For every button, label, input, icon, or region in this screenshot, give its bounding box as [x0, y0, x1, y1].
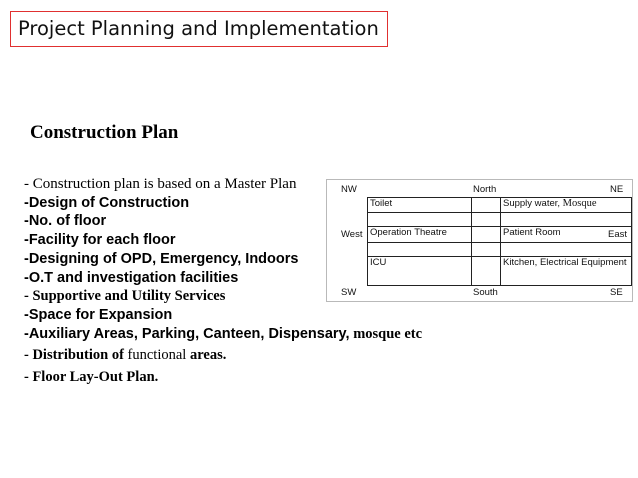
bullet-facility: -Facility for each floor: [24, 232, 176, 248]
compass-south: South: [473, 287, 498, 298]
bullet-layout: - Floor Lay-Out Plan.: [24, 369, 159, 385]
floor-layout-plan: [326, 179, 633, 302]
room-empty-2: [501, 213, 632, 227]
bullet-distribution-functional: functional: [127, 347, 187, 363]
room-empty-4: [501, 243, 632, 257]
bullet-distribution-pre: - Distribution of: [24, 347, 128, 363]
bullet-floors: -No. of floor: [24, 213, 107, 229]
bullet-distribution: [24, 347, 226, 364]
bullet-ot: -O.T and investigation facilities: [24, 270, 239, 286]
bullet-expansion: -Space for Expansion: [24, 307, 173, 323]
compass-north: North: [473, 184, 497, 195]
room-corridor-2: [472, 213, 501, 227]
compass-sw: SW: [341, 287, 357, 298]
room-kitchen-electrical: Kitchen, Electrical Equipment: [501, 257, 632, 286]
room-icu: ICU: [368, 257, 472, 286]
bullet-distribution-post: areas.: [186, 347, 227, 363]
room-corridor-5: [472, 257, 501, 286]
bullet-auxiliary-mosque: mosque etc: [349, 326, 423, 342]
room-supply-water: [501, 198, 632, 213]
bullet-opd: -Designing of OPD, Emergency, Indoors: [24, 251, 299, 267]
compass-west: West: [341, 229, 363, 240]
room-toilet: Toilet: [368, 198, 472, 213]
room-operation-theatre: Operation Theatre: [368, 227, 472, 243]
bullet-auxiliary-main: -Auxiliary Areas, Parking, Canteen, Dispensary,: [24, 326, 350, 342]
room-corridor-3: [472, 227, 501, 243]
slide-title: Project Planning and Implementation: [10, 11, 388, 47]
mosque-label: Mosque: [560, 198, 597, 209]
bullet-design: -Design of Construction: [24, 195, 190, 211]
compass-nw: NW: [341, 184, 357, 195]
room-grid: [367, 197, 632, 286]
room-empty-3: [368, 243, 472, 257]
compass-east: East: [608, 229, 628, 240]
section-heading: Construction Plan: [30, 122, 179, 143]
room-empty-1: [368, 213, 472, 227]
bullet-master-plan: - Construction plan is based on a Master Plan: [24, 176, 297, 192]
bullet-auxiliary: [24, 326, 422, 343]
bullet-supportive: - Supportive and Utility Services: [24, 288, 226, 304]
room-patient-room: Patient Room: [501, 227, 632, 243]
room-corridor-1: [472, 198, 501, 213]
supply-water-label: Supply water,: [503, 198, 561, 209]
room-corridor-4: [472, 243, 501, 257]
compass-se: SE: [610, 287, 623, 298]
compass-ne: NE: [610, 184, 624, 195]
